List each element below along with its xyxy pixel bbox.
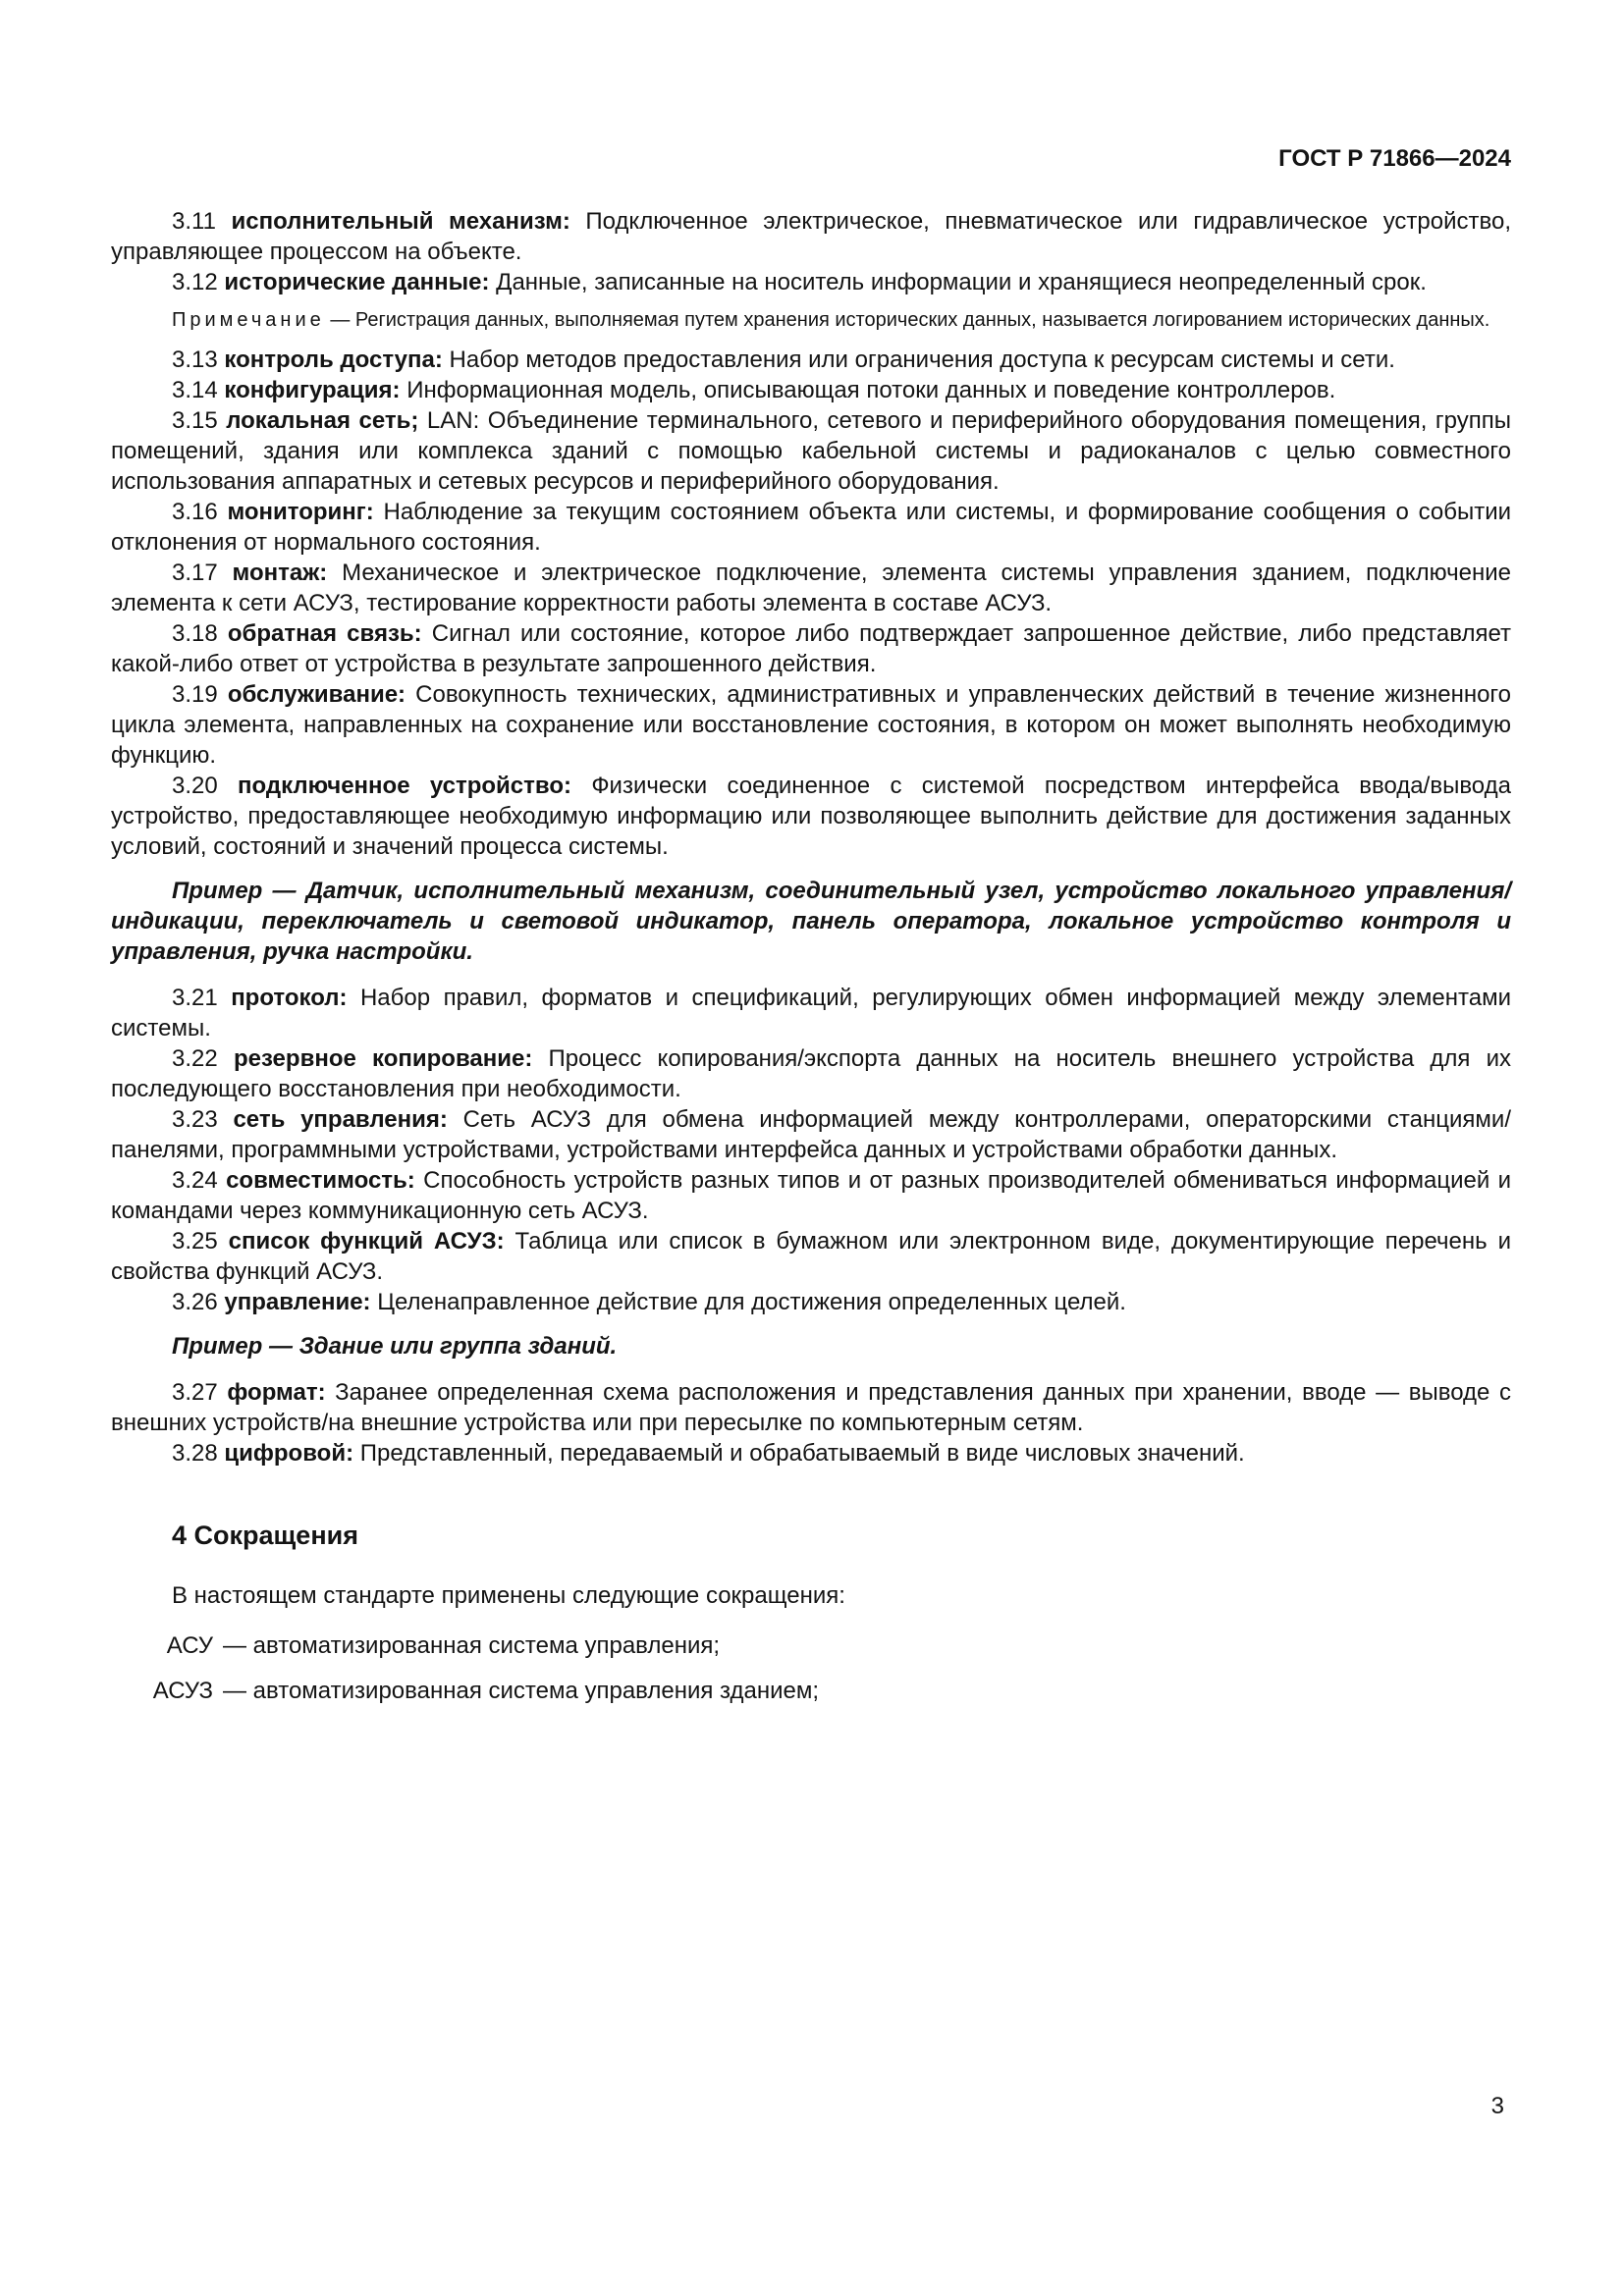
term-name: мониторинг:: [227, 499, 374, 525]
abbreviation-definition: — автоматизированная система управления;: [223, 1632, 721, 1659]
example-text: Пример — Датчик, исполнительный механизм, соединительный узел, устройство локального управления/индикации, переключатель и световой индикатор, панель оператора, локальное устройство контроля и управления, ручка настройки.: [111, 878, 1511, 965]
term-text: Представленный, передаваемый и обрабатываемый в виде числовых значений.: [353, 1440, 1245, 1467]
example-paragraph: [111, 1331, 1511, 1362]
abbreviation-term: АСУЗ: [152, 1678, 213, 1704]
term-name: цифровой:: [224, 1440, 354, 1467]
abbreviation-definition: — автоматизированная система управления зданием;: [223, 1678, 820, 1704]
section-heading-text: 4 Сокращения: [172, 1521, 358, 1550]
term-number: 3.19: [172, 681, 228, 708]
term-name: резервное копирование:: [233, 1045, 533, 1072]
term-name: список функций АСУЗ:: [228, 1228, 505, 1255]
term-name: исторические данные:: [224, 269, 490, 295]
term-number: 3.12: [172, 269, 225, 295]
term-name: обслуживание:: [227, 681, 406, 708]
term-text: Таблица или список в бумажном или электронном виде, документирующие перечень и свойства функций АСУЗ.: [111, 1228, 1511, 1285]
section-heading: [111, 1520, 1511, 1551]
term-text: Сеть АСУЗ для обмена информацией между контроллерами, операторскими станциями/панелями, программными устройствами, устройствами интерфейса данных и устройствами обработки данных.: [111, 1106, 1511, 1163]
term-definition: [111, 497, 1511, 558]
term-definition: [111, 345, 1511, 375]
term-text: Целенаправленное действие для достижения определенных целей.: [370, 1289, 1126, 1315]
term-name: монтаж:: [232, 560, 328, 586]
paragraph-text: В настоящем стандарте применены следующие сокращения:: [172, 1582, 845, 1609]
term-name: подключенное устройство:: [238, 773, 571, 799]
term-number: 3.26: [172, 1289, 225, 1315]
term-definition: [111, 771, 1511, 862]
term-text: Данные, записанные на носитель информации и хранящиеся неопределенный срок.: [489, 269, 1427, 295]
term-number: 3.28: [172, 1440, 225, 1467]
term-definition: [111, 206, 1511, 267]
term-number: 3.27: [172, 1379, 228, 1406]
term-definition: [111, 1165, 1511, 1226]
term-text: Способность устройств разных типов и от разных производителей обмениваться информацией и командами через коммуникационную сеть АСУЗ.: [111, 1167, 1511, 1224]
note-label: Примечание: [172, 309, 325, 331]
term-text: Подключенное электрическое, пневматическое или гидравлическое устройство, управляющее процессом на объекте.: [111, 208, 1511, 265]
term-number: 3.15: [172, 407, 227, 434]
term-text: Сигнал или состояние, которое либо подтверждает запрошенное действие, либо представляет какой-либо ответ от устройства в результате запрошенного действия.: [111, 620, 1511, 677]
term-definition: [111, 375, 1511, 405]
term-definition: [111, 1104, 1511, 1165]
term-text: Наблюдение за текущим состоянием объекта или системы, и формирование сообщения о событии отклонения от нормального состояния.: [111, 499, 1512, 556]
example-text: Пример — Здание или группа зданий.: [172, 1333, 618, 1360]
term-number: 3.24: [172, 1167, 227, 1194]
term-text: Набор правил, форматов и спецификаций, регулирующих обмен информацией между элементами системы.: [111, 985, 1511, 1041]
term-definition: [111, 618, 1511, 679]
term-definition: [111, 983, 1511, 1043]
term-name: обратная связь:: [227, 620, 422, 647]
term-number: 3.20: [172, 773, 239, 799]
term-name: совместимость:: [226, 1167, 415, 1194]
term-number: 3.18: [172, 620, 228, 647]
term-definition: [111, 679, 1511, 771]
abbreviation-term: АСУ: [166, 1632, 213, 1659]
term-text: Заранее определенная схема расположения и представления данных при хранении, вводе — выводе с внешних устройств/на внешние устройства или при пересылке по компьютерным сетям.: [111, 1379, 1511, 1436]
document-body: [111, 206, 1511, 1706]
term-text: Физически соединенное с системой посредством интерфейса ввода/вывода устройство, предоставляющее необходимую информацию или позволяющее выполнить действие для достижения заданных условий, состояний и значений процесса системы.: [111, 773, 1511, 860]
term-text: Набор методов предоставления или ограничения доступа к ресурсам системы и сети.: [442, 347, 1395, 373]
term-number: 3.17: [172, 560, 233, 586]
abbreviation-item: [111, 1630, 1511, 1661]
term-text: Процесс копирования/экспорта данных на носитель внешнего устройства для их последующего восстановления при необходимости.: [111, 1045, 1511, 1102]
document-header: ГОСТ Р 71866—2024: [1278, 145, 1511, 172]
term-name: контроль доступа:: [224, 347, 443, 373]
note-text: — Регистрация данных, выполняемая путем хранения исторических данных, называется логированием исторических данных.: [324, 309, 1490, 331]
term-definition: [111, 267, 1511, 297]
term-name: конфигурация:: [224, 377, 401, 403]
note-paragraph: [111, 307, 1511, 333]
paragraph: [111, 1580, 1511, 1611]
term-number: 3.23: [172, 1106, 234, 1133]
term-number: 3.22: [172, 1045, 234, 1072]
term-name: формат:: [227, 1379, 326, 1406]
term-number: 3.16: [172, 499, 228, 525]
term-name: протокол:: [231, 985, 348, 1011]
term-number: 3.21: [172, 985, 232, 1011]
term-number: 3.25: [172, 1228, 229, 1255]
term-text: LAN: Объединение терминального, сетевого и периферийного оборудования помещения, группы помещений, здания или комплекса зданий с помощью кабельной системы и радиоканалов с целью совместного использования аппаратных и сетевых ресурсов и периферийного оборудования.: [111, 407, 1511, 495]
term-name: исполнительный механизм:: [231, 208, 570, 235]
term-number: 3.13: [172, 347, 225, 373]
term-text: Механическое и электрическое подключение, элемента системы управления зданием, подключение элемента к сети АСУЗ, тестирование корректности работы элемента в составе АСУЗ.: [111, 560, 1511, 616]
page-number: 3: [1490, 2093, 1504, 2119]
term-definition: [111, 1438, 1511, 1468]
term-text: Совокупность технических, административных и управленческих действий в течение жизненного цикла элемента, направленных на сохранение или восстановление состояния, в котором он может выполнять необходимую функцию.: [111, 681, 1511, 769]
term-definition: [111, 1287, 1511, 1317]
abbreviation-item: [111, 1676, 1511, 1706]
term-definition: [111, 558, 1511, 618]
term-definition: [111, 1377, 1511, 1438]
term-number: 3.14: [172, 377, 225, 403]
term-definition: [111, 1226, 1511, 1287]
term-number: 3.11: [172, 208, 232, 235]
term-name: сеть управления:: [233, 1106, 448, 1133]
term-definition: [111, 1043, 1511, 1104]
term-name: управление:: [224, 1289, 371, 1315]
term-definition: [111, 405, 1511, 497]
term-text: Информационная модель, описывающая потоки данных и поведение контроллеров.: [400, 377, 1336, 403]
example-paragraph: [111, 876, 1511, 967]
term-name: локальная сеть;: [226, 407, 419, 434]
